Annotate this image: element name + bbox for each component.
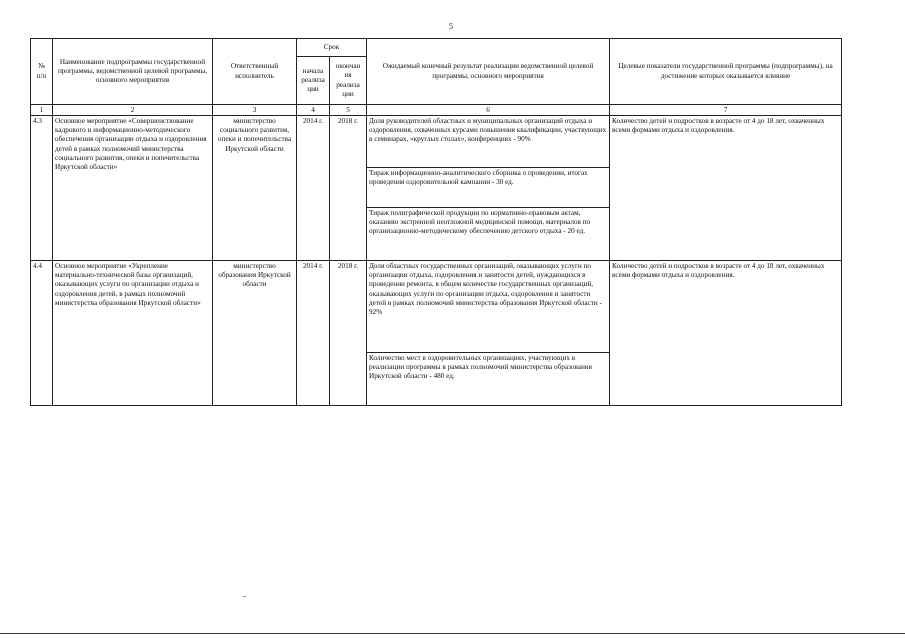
row-name: Основное мероприятие «Совершенствование кадрового и информационно-методического обеспечения организации отдыха и оздоровления детей в рамках полномочий министерства социального развития, опеки и попечительства Иркутской области»: [53, 116, 213, 261]
column-number: 6: [367, 105, 610, 116]
row-end: 2018 г.: [330, 261, 367, 406]
result-item: Тираж полиграфической продукции по нормативно-правовым актам, оказанию экстренной неотложной медицинской помощи, материалов по организационно-методическому обеспечению детского отдыха - 20 ед.: [369, 209, 591, 236]
header-end: окончан ия реализа ции: [330, 57, 367, 105]
page-number: 5: [449, 22, 453, 31]
result-item: Доля руководителей областных и муниципальных организаций отдыха и оздоровления, охваченных курсами повышения квалификации, участвующих в семинарах, «круглых столах», конференциях - 90%: [367, 116, 609, 168]
header-targets: Целевые показатели государственной программы (подпрограммы), на достижение которых оказывается влияние: [610, 39, 842, 105]
column-number: 7: [610, 105, 842, 116]
column-number: 5: [330, 105, 367, 116]
row-start: 2014 г.: [297, 116, 330, 261]
column-number: 1: [31, 105, 53, 116]
result-item: Доля областных государственных организаций, оказывающих услуги по организации отдыха, оздоровления и занятости детей, нуждающихся в проведении ремонта, в общем количестве государственных организаций, оказывающих услуги по организации отдыха, оздоровления и занятости детей в рамках полномочий министерства образования Иркутской области - 92%: [367, 261, 609, 353]
row-results: [367, 116, 610, 261]
header-start: начала реализа ции: [297, 57, 330, 105]
row-targets: Количество детей и подростков в возрасте от 4 до 18 лет, охваченных всеми формами отдыха и оздоровления.: [610, 261, 842, 406]
table-row: [31, 261, 842, 406]
program-table: [30, 38, 842, 406]
row-number: 4.4: [31, 261, 53, 406]
column-number: 2: [53, 105, 213, 116]
row-targets: Количество детей и подростков в возрасте от 4 до 18 лет, охваченных всеми формами отдыха и оздоровления.: [610, 116, 842, 261]
column-number: 3: [213, 105, 297, 116]
header-num: № п/п: [31, 39, 53, 105]
scan-speck: [243, 596, 246, 597]
header-term: Срок: [297, 39, 367, 57]
row-executor: министерство образования Иркутской области: [213, 261, 297, 406]
header-result: Ожидаемый конечный результат реализации ведомственной целевой программы, основного мероприятия: [367, 39, 610, 105]
result-item: Количество мест в оздоровительных организациях, участвующих в реализации программы в рамках полномочий министерства образования Иркутской области - 480 ед.: [369, 354, 592, 381]
row-results: [367, 261, 610, 406]
row-number: 4.3: [31, 116, 53, 261]
result-item: Тираж информационно-аналитического сборника о проведении, итогах проведения оздоровительной кампании - 30 ед.: [367, 168, 609, 208]
row-name: Основное мероприятие «Укрепление материально-технической базы организаций, оказывающих услуги по организации отдыха и оздоровления детей, в рамках полномочий министерства образования Иркутской области»: [53, 261, 213, 406]
row-executor: министерство социального развития, опеки и попечительства Иркутской области: [213, 116, 297, 261]
header-executor: Ответственный исполнитель: [213, 39, 297, 105]
column-number: 4: [297, 105, 330, 116]
bottom-edge-line: [0, 633, 905, 634]
row-end: 2018 г.: [330, 116, 367, 261]
table-row: [31, 116, 842, 261]
header-name: Наименование подпрограммы государственной программы, ведомственной целевой программы, основного мероприятия: [53, 39, 213, 105]
row-start: 2014 г.: [297, 261, 330, 406]
